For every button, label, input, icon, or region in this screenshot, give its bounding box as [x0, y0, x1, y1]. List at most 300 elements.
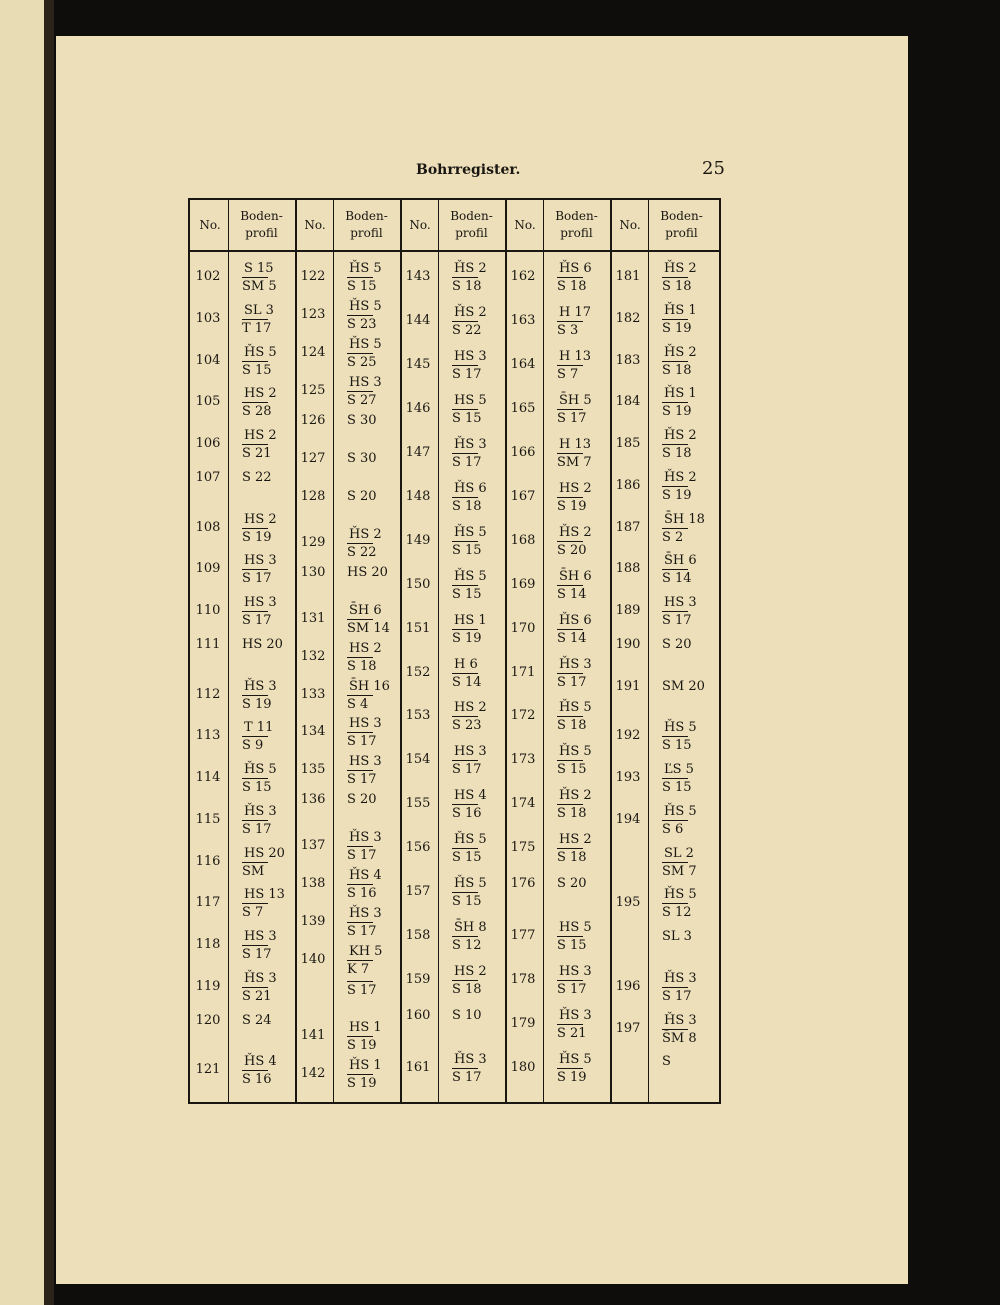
- soil-profile: [242, 385, 302, 420]
- boring-number: 171: [510, 664, 536, 680]
- boring-number: 131: [300, 610, 326, 626]
- profile-upper-layer: S̄H 16: [349, 678, 390, 694]
- profile-upper-layer: HS 20: [347, 564, 388, 580]
- profile-lower-layer: S 17: [452, 1070, 482, 1086]
- profile-lower-layer: S 17: [242, 821, 272, 837]
- soil-profile: [557, 743, 617, 778]
- boring-number: 114: [195, 770, 221, 785]
- profile-lower-layer: SM 14: [347, 620, 390, 636]
- profile-upper-layer: H 17: [559, 304, 592, 320]
- boring-number: 119: [195, 978, 221, 994]
- profile-upper-layer: ȞS 2: [664, 344, 697, 360]
- profile-upper-layer: S̄H 6: [664, 553, 697, 569]
- bohrregister-table: [188, 198, 721, 1104]
- boring-number: 192: [615, 728, 641, 744]
- soil-profile: [452, 392, 512, 427]
- boring-number: 148: [405, 488, 431, 504]
- profile-lower-layer: S 18: [662, 446, 692, 461]
- profile-upper-layer: ȞS 5: [559, 744, 592, 760]
- soil-profile: [452, 524, 512, 559]
- boring-number: 137: [300, 838, 326, 854]
- soil-profile: [452, 480, 512, 515]
- profile-lower-layer: S 16: [242, 1072, 272, 1088]
- soil-profile: [347, 943, 407, 978]
- profile-upper-layer: HS 2: [454, 964, 487, 980]
- profile-upper-layer: HS 3: [454, 744, 487, 760]
- boring-number: 179: [510, 1016, 536, 1032]
- profile-upper-layer: ȞS 3: [664, 970, 697, 986]
- soil-profile: [662, 385, 722, 420]
- profile-lower-layer: S 17: [452, 366, 482, 382]
- header-bodenprofil: Boden- profil: [345, 209, 388, 240]
- column-group-divider: [400, 200, 402, 1102]
- boring-number: 110: [195, 603, 221, 618]
- profile-upper-layer: ȞS 4: [244, 1054, 277, 1070]
- soil-profile: [242, 1012, 302, 1029]
- soil-profile: [347, 1019, 407, 1054]
- profile-lower-layer: S 17: [557, 674, 587, 690]
- header-bodenprofil: Boden- profil: [555, 209, 598, 240]
- boring-number: 186: [615, 477, 641, 493]
- profile-lower-layer: S 18: [557, 806, 587, 822]
- column-divider: [648, 200, 649, 1102]
- soil-profile: [557, 831, 617, 866]
- book-gutter: [44, 0, 54, 1305]
- boring-number: 193: [615, 770, 641, 785]
- boring-number: 169: [510, 576, 536, 592]
- boring-number: 113: [195, 728, 221, 744]
- profile-lower-layer: S 18: [452, 498, 482, 514]
- soil-profile: [662, 260, 722, 295]
- book-page: [56, 36, 908, 1284]
- profile-upper-layer: ȞS 6: [559, 261, 592, 276]
- soil-profile: [347, 905, 407, 940]
- profile-lower-layer: S 18: [347, 658, 377, 674]
- boring-number: 147: [405, 444, 431, 460]
- profile-upper-layer: ȞS 5: [244, 762, 277, 777]
- soil-profile: [242, 845, 302, 880]
- profile-lower-layer: S 3: [557, 322, 579, 338]
- boring-number: 189: [615, 603, 641, 618]
- profile-upper-layer: HS 3: [664, 595, 697, 610]
- boring-number: 105: [195, 394, 221, 410]
- profile-lower-layer: S 16: [347, 886, 377, 902]
- profile-upper-layer: S 20: [347, 792, 377, 808]
- profile-upper-layer: ȞS 5: [559, 700, 592, 716]
- soil-profile: [662, 427, 722, 462]
- profile-lower-layer: S 19: [557, 498, 587, 514]
- profile-lower-layer: S 19: [662, 404, 692, 420]
- boring-number: 167: [510, 488, 536, 504]
- boring-number: 109: [195, 561, 221, 577]
- boring-number: 158: [405, 928, 431, 944]
- profile-lower-layer: S 28: [242, 404, 272, 420]
- soil-profile: [452, 612, 512, 647]
- profile-upper-layer: SL 3: [244, 302, 274, 318]
- boring-number: 139: [300, 914, 326, 930]
- profile-lower-layer: S 15: [242, 362, 272, 378]
- profile-upper-layer: ȞS 3: [349, 830, 382, 846]
- profile-lower-layer: S 15: [452, 586, 482, 602]
- profile-lower-layer: S 2: [662, 529, 684, 545]
- profile-lower-layer: S 17: [242, 571, 272, 587]
- profile-upper-layer: S 20: [347, 488, 377, 504]
- profile-upper-layer: H 13: [559, 436, 592, 452]
- profile-lower-layer: S 18: [557, 850, 587, 866]
- soil-profile: [242, 594, 302, 629]
- soil-profile: [452, 348, 512, 383]
- profile-upper-layer: ȞS 3: [559, 656, 592, 672]
- soil-profile: [452, 787, 512, 822]
- boring-number: 153: [405, 708, 431, 724]
- profile-upper-layer: S: [662, 1054, 671, 1070]
- profile-lower-layer: S 19: [662, 320, 692, 336]
- soil-profile: [557, 875, 617, 892]
- profile-upper-layer: S 24: [242, 1012, 272, 1028]
- soil-profile: [662, 845, 722, 880]
- boring-number: 178: [510, 972, 536, 988]
- profile-upper-layer: T 11: [244, 720, 274, 736]
- profile-upper-layer: S 30: [347, 450, 377, 466]
- profile-upper-layer: HS 3: [244, 595, 277, 610]
- soil-profile: [242, 678, 302, 713]
- boring-number: 111: [195, 636, 221, 652]
- running-header: [56, 158, 908, 186]
- profile-lower-layer: S 14: [662, 571, 692, 587]
- profile-lower-layer: S 15: [557, 938, 587, 954]
- soil-profile: [452, 436, 512, 471]
- profile-upper-layer: KH 5: [349, 944, 383, 960]
- profile-upper-layer: ȞS 2: [349, 526, 382, 542]
- soil-profile: [557, 568, 617, 603]
- header-bodenprofil: Boden- profil: [240, 209, 283, 240]
- profile-lower-layer: S 23: [452, 718, 482, 734]
- profile-upper-layer: H 13: [559, 348, 592, 364]
- profile-upper-layer: ĽS 5: [664, 762, 694, 777]
- boring-number: 159: [405, 972, 431, 988]
- boring-number: 184: [615, 394, 641, 410]
- profile-upper-layer: HS 2: [244, 428, 277, 443]
- profile-lower-layer: S 17: [347, 848, 377, 864]
- soil-profile: [242, 511, 302, 546]
- soil-profile: [662, 469, 722, 504]
- profile-upper-layer: HS 3: [244, 553, 277, 569]
- profile-upper-layer: S 22: [242, 469, 272, 485]
- boring-number: 183: [615, 352, 641, 368]
- boring-number: 164: [510, 356, 536, 372]
- left-page-edge: [0, 0, 48, 1305]
- boring-number: 182: [615, 310, 641, 326]
- soil-profile: [557, 392, 617, 427]
- boring-number: 196: [615, 978, 641, 994]
- profile-lower-layer: S 17: [557, 410, 587, 426]
- profile-lower-layer: S 15: [347, 279, 377, 294]
- boring-number: 190: [615, 636, 641, 652]
- boring-number: 127: [300, 450, 326, 466]
- boring-number: 149: [405, 532, 431, 548]
- profile-lower-layer: S̄M 8: [662, 1030, 697, 1046]
- boring-number: 133: [300, 686, 326, 702]
- boring-number: 194: [615, 811, 641, 827]
- boring-number: 163: [510, 312, 536, 328]
- profile-upper-layer: ȞS 3: [454, 1052, 487, 1068]
- profile-upper-layer: ȞS 3: [244, 678, 277, 694]
- profile-lower-layer: S 14: [452, 674, 482, 690]
- soil-profile: [557, 304, 617, 339]
- profile-upper-layer: ȞS 2: [559, 788, 592, 804]
- profile-upper-layer: ȞS 2: [664, 469, 697, 485]
- soil-profile: [662, 970, 722, 1005]
- profile-upper-layer: ȞS 2: [454, 304, 487, 320]
- profile-lower-layer: S 15: [452, 542, 482, 558]
- soil-profile: [347, 336, 407, 371]
- profile-lower-layer: S 16: [452, 806, 482, 822]
- profile-lower-layer: S 15: [452, 410, 482, 426]
- profile-upper-layer: S 10: [452, 1008, 482, 1024]
- profile-lower-layer: S 19: [347, 1038, 377, 1054]
- soil-profile: [452, 875, 512, 910]
- boring-number: 160: [405, 1008, 431, 1024]
- profile-lower-layer: S 17: [347, 772, 377, 788]
- boring-number: 103: [195, 310, 221, 326]
- profile-upper-layer: ȞS 6: [559, 612, 592, 628]
- boring-number: 123: [300, 306, 326, 322]
- soil-profile: [347, 602, 407, 637]
- boring-number: 108: [195, 519, 221, 535]
- profile-lower-layer: S 17: [347, 734, 377, 750]
- soil-profile: [662, 636, 722, 653]
- profile-upper-layer: SL 3: [662, 929, 692, 944]
- soil-profile: [662, 552, 722, 587]
- profile-upper-layer: HS 3: [349, 374, 382, 390]
- soil-profile: [452, 831, 512, 866]
- profile-upper-layer: HS 3: [349, 754, 382, 770]
- profile-upper-layer: HS 3: [559, 964, 592, 980]
- soil-profile: [347, 1057, 407, 1092]
- boring-number: 102: [195, 269, 221, 284]
- boring-number: 168: [510, 532, 536, 548]
- profile-lower-layer: S 17: [347, 983, 377, 999]
- boring-number: 176: [510, 876, 536, 892]
- column-divider: [438, 200, 439, 1102]
- soil-profile: [242, 552, 302, 587]
- page-title: Bohrregister.: [416, 162, 521, 178]
- soil-profile: [662, 803, 722, 838]
- profile-upper-layer: ȞS 2: [559, 524, 592, 540]
- soil-profile: [452, 260, 512, 295]
- soil-profile: [557, 612, 617, 647]
- profile-upper-layer: ȞS 3: [559, 1008, 592, 1024]
- profile-upper-layer: SM 20: [662, 678, 705, 694]
- profile-upper-layer: HS 3: [349, 716, 382, 732]
- profile-lower-layer: S 7: [557, 366, 579, 382]
- soil-profile: [557, 699, 617, 734]
- profile-lower-layer: S 18: [452, 982, 482, 998]
- boring-number: 135: [300, 762, 326, 778]
- soil-profile: [662, 594, 722, 629]
- boring-number: 185: [615, 436, 641, 451]
- profile-lower-layer: S 19: [347, 1076, 377, 1092]
- soil-profile: [347, 640, 407, 675]
- soil-profile: [347, 374, 407, 409]
- soil-profile: [347, 753, 407, 788]
- column-group-divider: [505, 200, 507, 1102]
- soil-profile: [662, 1053, 722, 1070]
- profile-upper-layer: ȞS 5: [454, 524, 487, 540]
- soil-profile: [557, 963, 617, 998]
- profile-lower-layer: S 15: [452, 850, 482, 866]
- soil-profile: [242, 719, 302, 754]
- page-number: 25: [702, 158, 725, 179]
- profile-upper-layer: ȞS 2: [454, 261, 487, 276]
- header-rule: [190, 250, 719, 252]
- soil-profile: [347, 488, 407, 505]
- boring-number: 151: [405, 620, 431, 636]
- boring-number: 187: [615, 519, 641, 535]
- soil-profile: [347, 867, 407, 902]
- profile-upper-layer: ȞS 5: [559, 1052, 592, 1068]
- profile-lower-layer: S 15: [662, 738, 692, 754]
- column-divider: [543, 200, 544, 1102]
- soil-profile: [242, 1053, 302, 1088]
- profile-lower-layer: S 14: [557, 586, 587, 602]
- header-no: No.: [409, 217, 431, 232]
- boring-number: 130: [300, 564, 326, 580]
- profile-lower-layer: S 18: [557, 279, 587, 294]
- boring-number: 129: [300, 534, 326, 550]
- profile-lower-layer: S 27: [347, 392, 377, 408]
- soil-profile: [242, 636, 302, 653]
- profile-lower-layer: S 17: [557, 982, 587, 998]
- profile-upper-layer: HS 13: [244, 887, 285, 903]
- boring-number: 161: [405, 1060, 431, 1076]
- boring-number: 143: [405, 269, 431, 284]
- boring-number: 154: [405, 752, 431, 768]
- boring-number: 126: [300, 412, 326, 428]
- boring-number: 117: [195, 895, 221, 911]
- profile-upper-layer: HS 20: [242, 636, 283, 652]
- profile-upper-layer: ȞS 3: [454, 436, 487, 452]
- boring-number: 124: [300, 344, 326, 360]
- boring-number: 165: [510, 400, 536, 416]
- profile-upper-layer: ȞS 5: [454, 876, 487, 892]
- soil-profile: [347, 564, 407, 581]
- profile-upper-layer: HS 3: [454, 348, 487, 364]
- profile-upper-layer: S 20: [557, 876, 587, 892]
- profile-lower-layer: S 4: [347, 696, 369, 712]
- profile-lower-layer: S 17: [662, 613, 692, 628]
- profile-lower-layer: T 17: [242, 320, 272, 336]
- soil-profile: [452, 304, 512, 339]
- boring-number: 152: [405, 664, 431, 680]
- soil-profile: [452, 656, 512, 691]
- profile-lower-layer: SM 7: [662, 863, 697, 879]
- profile-lower-layer: S 19: [452, 630, 482, 646]
- soil-profile: [242, 761, 302, 796]
- profile-lower-layer: S 15: [662, 780, 692, 795]
- profile-upper-layer: S̄H 18: [664, 511, 705, 527]
- boring-number: 166: [510, 444, 536, 460]
- profile-upper-layer: ȞS 5: [454, 568, 487, 584]
- profile-lower-layer: S 15: [242, 780, 272, 795]
- profile-upper-layer: S̄H 8: [454, 920, 487, 936]
- soil-profile: [242, 427, 302, 462]
- boring-number: 197: [615, 1020, 641, 1036]
- profile-upper-layer: ȞS 3: [349, 906, 382, 922]
- soil-profile: [662, 886, 722, 921]
- profile-upper-layer: HS 20: [244, 845, 285, 861]
- soil-profile: [662, 678, 722, 695]
- profile-upper-layer: HS 1: [454, 612, 487, 628]
- soil-profile: [557, 787, 617, 822]
- boring-number: 115: [195, 811, 221, 827]
- soil-profile: [452, 963, 512, 998]
- soil-profile: [662, 928, 722, 945]
- header-no: No.: [199, 217, 221, 232]
- profile-upper-layer: S̄H 6: [559, 568, 592, 584]
- soil-profile: [452, 568, 512, 603]
- profile-lower-layer: S 12: [452, 938, 482, 954]
- profile-upper-layer: ȞS 2: [664, 428, 697, 443]
- profile-upper-layer: HS 2: [559, 832, 592, 848]
- profile-upper-layer: ȞS 4: [349, 868, 382, 884]
- soil-profile: [557, 436, 617, 471]
- profile-upper-layer: HS 5: [559, 920, 592, 936]
- boring-number: 180: [510, 1060, 536, 1076]
- profile-lower-layer: S 19: [242, 696, 272, 712]
- boring-number: 144: [405, 312, 431, 328]
- soil-profile: [347, 829, 407, 864]
- boring-number: 118: [195, 937, 221, 952]
- boring-number: 142: [300, 1066, 326, 1082]
- soil-profile: [242, 302, 302, 337]
- profile-lower-layer: S 19: [662, 487, 692, 503]
- profile-upper-layer: HS 2: [454, 700, 487, 716]
- profile-upper-layer: HS 3: [244, 929, 277, 944]
- header-no: No.: [514, 217, 536, 232]
- profile-lower-layer: S 21: [242, 446, 272, 461]
- boring-number: 175: [510, 840, 536, 856]
- profile-upper-layer: ȞS 1: [664, 302, 697, 318]
- profile-upper-layer: HS 5: [454, 392, 487, 408]
- profile-upper-layer: S 15: [244, 261, 274, 276]
- boring-number: 157: [405, 884, 431, 900]
- profile-upper-layer: ȞS 3: [244, 970, 277, 986]
- profile-upper-layer: S̄H 6: [349, 602, 382, 618]
- header-no: No.: [304, 217, 326, 232]
- profile-upper-layer: HS 2: [244, 511, 277, 527]
- header-no: No.: [619, 217, 641, 232]
- soil-profile: [242, 886, 302, 921]
- soil-profile: [662, 1012, 722, 1047]
- soil-profile: [452, 699, 512, 734]
- boring-number: 156: [405, 840, 431, 856]
- boring-number: 112: [195, 686, 221, 702]
- profile-upper-layer: ȞS 5: [454, 832, 487, 848]
- profile-lower-layer: SM 5: [242, 279, 277, 294]
- profile-lower-layer: S 6: [662, 821, 684, 837]
- profile-lower-layer: S 22: [452, 322, 482, 338]
- soil-profile: [557, 1007, 617, 1042]
- boring-number: 162: [510, 269, 536, 284]
- profile-lower-layer: S 19: [557, 1070, 587, 1086]
- profile-lower-layer: S 25: [347, 354, 377, 370]
- profile-lower-layer: S 15: [557, 762, 587, 778]
- boring-number: 125: [300, 382, 326, 398]
- soil-profile: [557, 1051, 617, 1086]
- profile-upper-layer: SL 2: [664, 845, 694, 861]
- profile-upper-layer: ȞS 5: [664, 887, 697, 903]
